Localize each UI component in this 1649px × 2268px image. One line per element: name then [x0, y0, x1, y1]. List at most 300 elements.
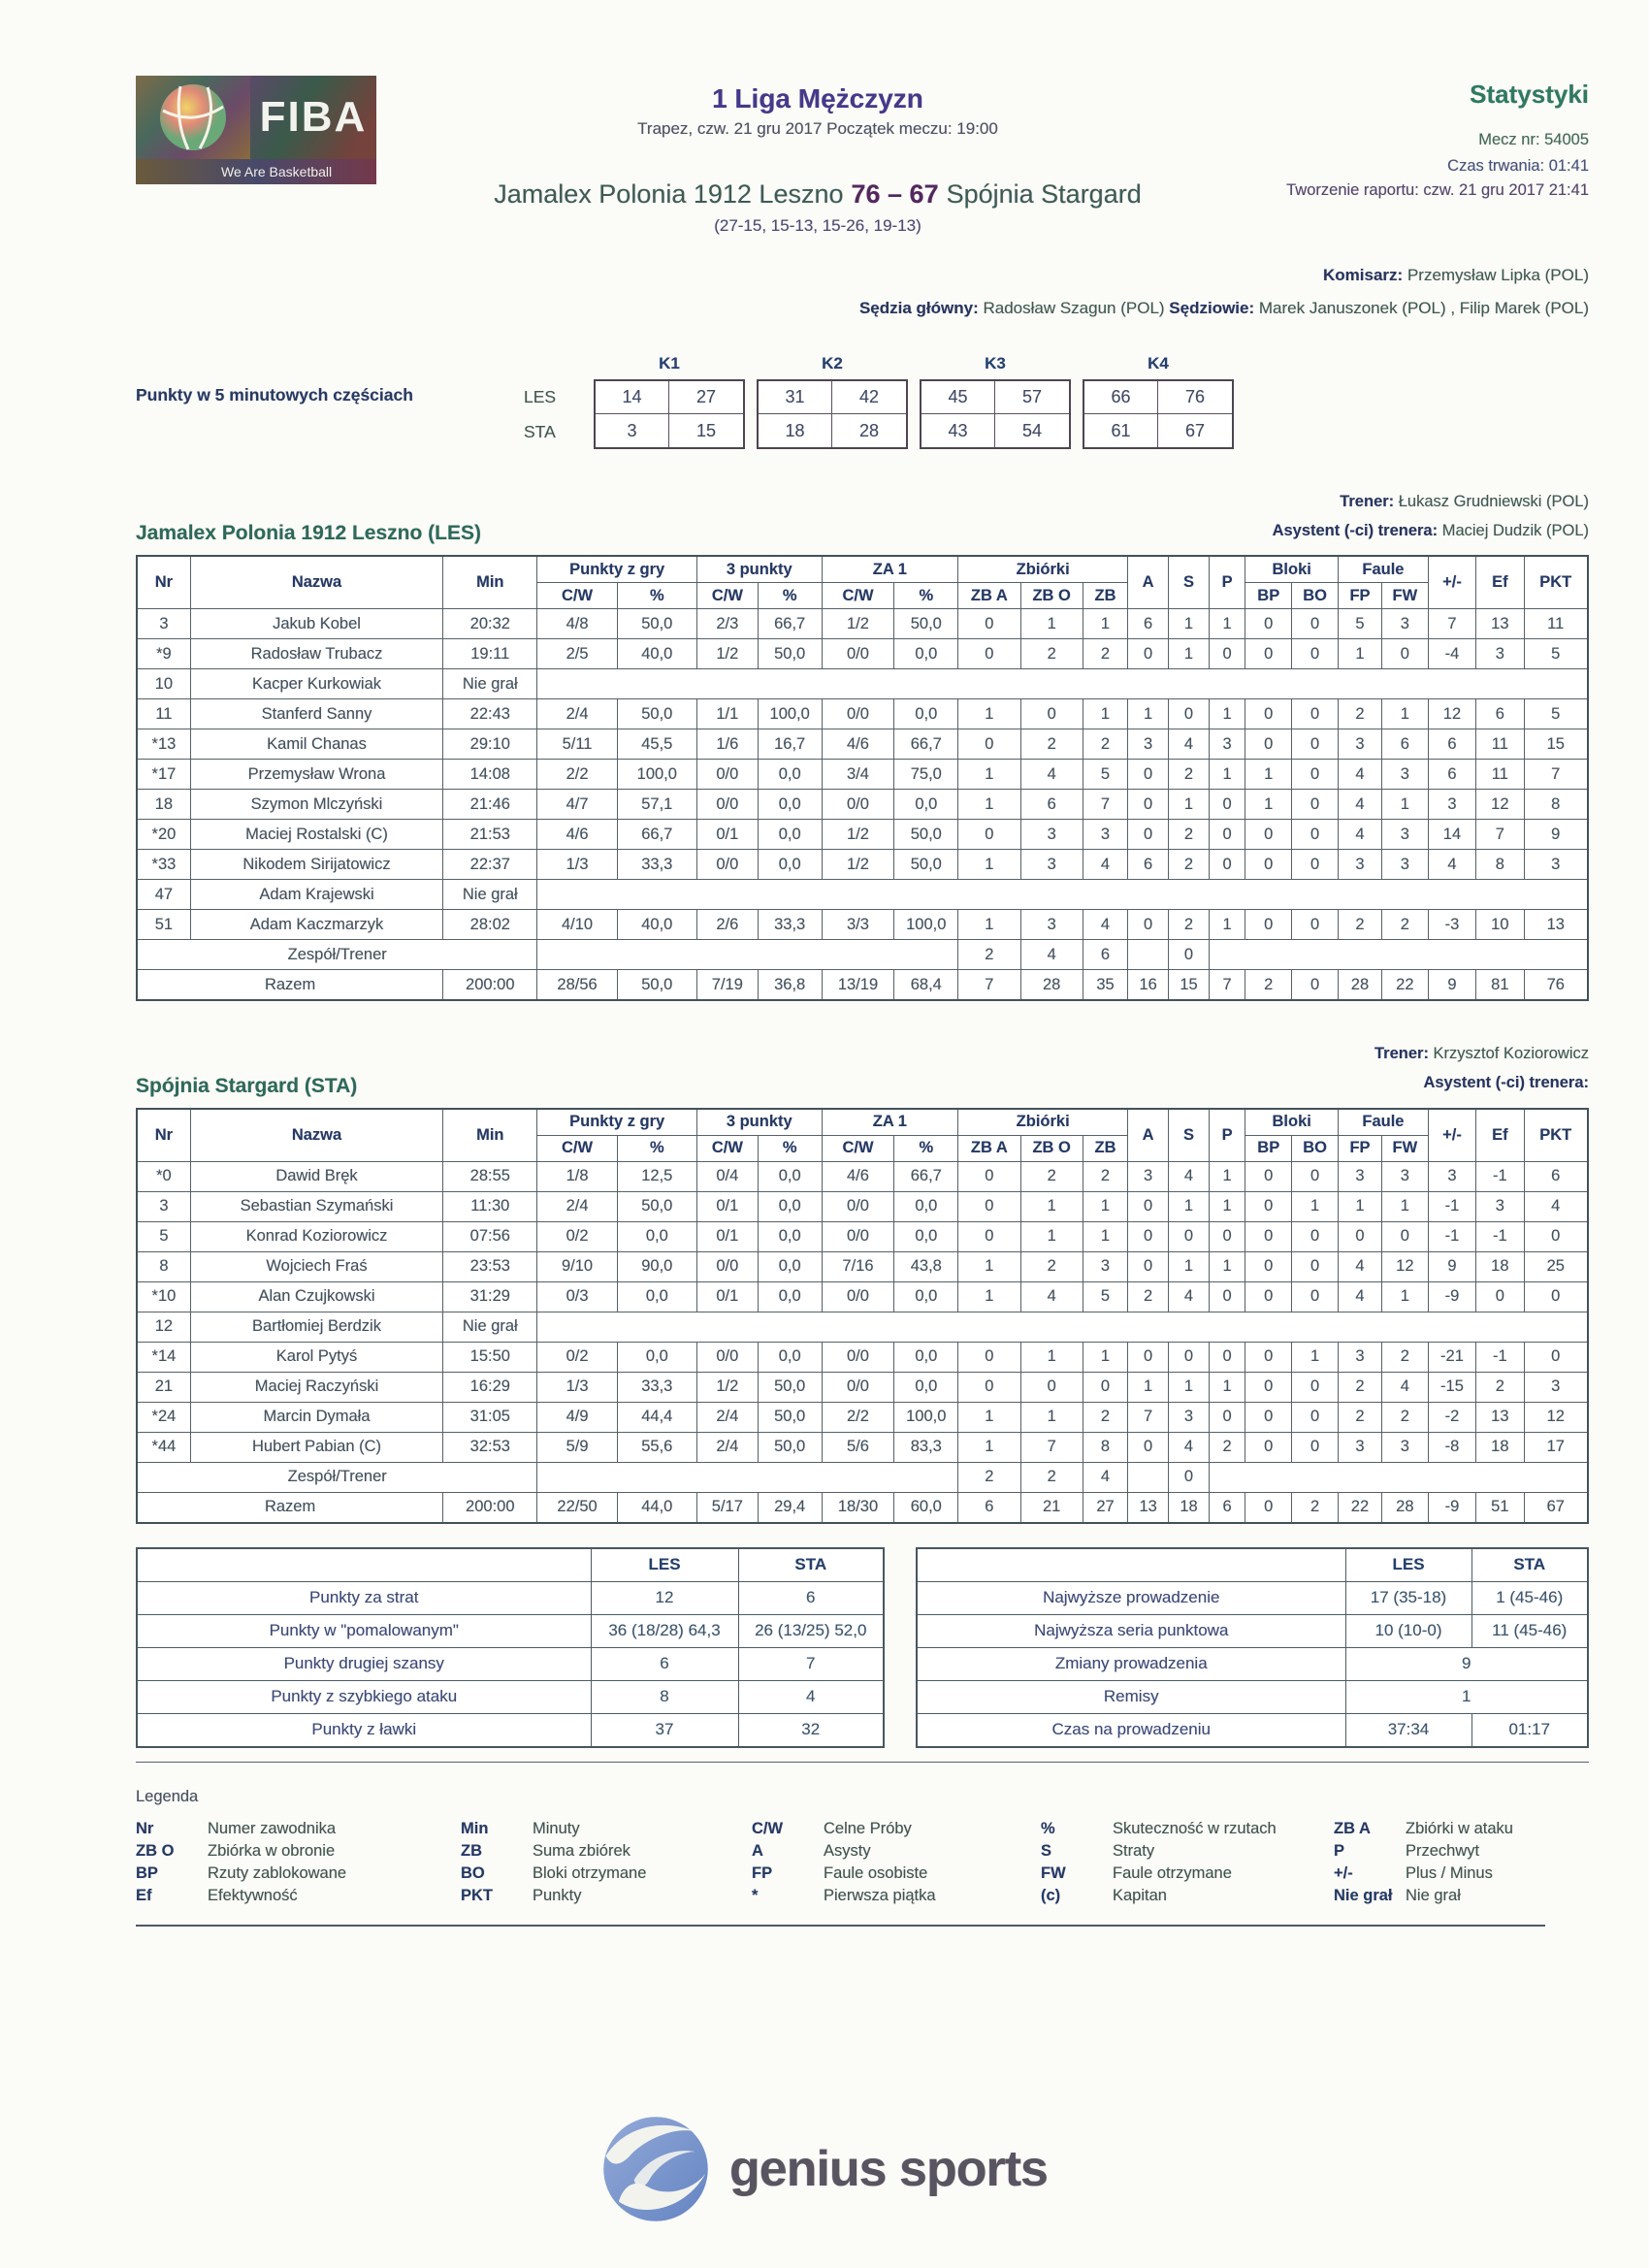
period-score: 66: [1084, 381, 1158, 414]
legend-term: (c): [1041, 1886, 1061, 1904]
legend-entry: [1041, 1820, 1334, 1838]
efficiency: 7: [1476, 820, 1524, 850]
player-row: [137, 1161, 1588, 1191]
total-points: 67: [1524, 1492, 1588, 1523]
period-score: 57: [995, 381, 1069, 414]
points: 8: [1524, 790, 1588, 820]
efficiency: 3: [1476, 639, 1524, 669]
fouls-personal: 3: [1339, 1432, 1382, 1462]
3p-made-att: 2/4: [696, 1402, 758, 1432]
off-rebound: 1: [958, 1281, 1020, 1312]
player-name: Karol Pytyś: [190, 1342, 442, 1372]
blocks-made: 1: [1245, 790, 1292, 820]
player-row: [137, 850, 1588, 880]
player-row: [137, 699, 1588, 729]
steals: 0: [1209, 820, 1245, 850]
efficiency: -1: [1476, 1221, 1524, 1251]
def-rebound: 2: [1020, 639, 1083, 669]
legend-definition: Przechwyt: [1406, 1841, 1480, 1860]
legend-term: +/-: [1334, 1863, 1353, 1882]
col-header-points: PKT: [1524, 1109, 1588, 1162]
group-header-field-goals: Punkty z gry: [537, 556, 697, 583]
ft-pct: 50,0: [894, 609, 958, 639]
total-rebound: 4: [1083, 1462, 1127, 1492]
quarter-header: K1: [659, 354, 680, 373]
fouls-personal: 2: [1339, 1372, 1382, 1402]
fiba-wordmark: FIBA: [250, 76, 376, 159]
ft-made-att: 3/4: [822, 760, 894, 790]
plus-minus: 7: [1428, 609, 1475, 639]
header-right: [1259, 76, 1589, 200]
def-rebound: 1: [1020, 1342, 1083, 1372]
header: [136, 76, 1589, 236]
legend-definition: Celne Próby: [824, 1819, 912, 1837]
summary-sta-value: 11 (45-46): [1471, 1614, 1588, 1647]
off-rebound: 1: [958, 1251, 1020, 1281]
def-rebound: 1: [1020, 1221, 1083, 1251]
plus-minus: -21: [1428, 1342, 1475, 1372]
coach-label: Trener:: [1340, 493, 1395, 510]
player-number: 10: [137, 669, 190, 699]
3p-made-att: 1/1: [696, 699, 758, 729]
plus-minus: -4: [1428, 639, 1475, 669]
blocks-received: 0: [1292, 609, 1339, 639]
empty-stat-cells: [537, 1312, 1588, 1342]
legend-entry: [1041, 1887, 1334, 1905]
empty-stat-cells: [537, 1462, 958, 1492]
summary-sta-value: 6: [738, 1581, 884, 1614]
blocks-made: 0: [1245, 910, 1292, 940]
minutes: 16:29: [443, 1372, 537, 1402]
footer-brand: [0, 2115, 1649, 2223]
points: 0: [1524, 1342, 1588, 1372]
plus-minus: 3: [1428, 790, 1475, 820]
team1-coach-line: [1273, 488, 1589, 517]
blocks-made: 0: [1245, 1432, 1292, 1462]
group-header-rebounds: Zbiórki: [958, 556, 1128, 583]
player-name: Kacper Kurkowiak: [190, 669, 442, 699]
col-header-name: Nazwa: [190, 1109, 442, 1162]
fouls-personal: 2: [1339, 910, 1382, 940]
fg-made-att: 0/2: [537, 1221, 617, 1251]
points-summary-table: [136, 1547, 885, 1748]
fouls-personal: 3: [1339, 1161, 1382, 1191]
quarter-header: K2: [822, 354, 843, 373]
legend-entry: [1334, 1842, 1513, 1861]
player-name: Konrad Koziorowicz: [190, 1221, 442, 1251]
legend-term: A: [752, 1841, 763, 1860]
col-header-pct: %: [617, 583, 696, 609]
total-assists: 16: [1128, 970, 1169, 1001]
total-points: 76: [1524, 970, 1588, 1001]
points: 6: [1524, 1161, 1588, 1191]
legend-definition: Punkty: [533, 1886, 582, 1904]
totals-label: Razem: [137, 1492, 443, 1523]
ft-made-att: 0/0: [822, 1281, 894, 1312]
steals: 0: [1209, 850, 1245, 880]
3p-pct: 0,0: [758, 1251, 822, 1281]
total-rebound: 5: [1083, 1281, 1127, 1312]
3p-made-att: 0/0: [696, 760, 758, 790]
assists: 0: [1128, 639, 1169, 669]
basketball-icon: [157, 81, 229, 153]
player-number: 3: [137, 1191, 190, 1221]
group-header-field-goals: Punkty z gry: [537, 1109, 697, 1136]
3p-made-att: 2/3: [696, 609, 758, 639]
ft-made-att: 1/2: [822, 609, 894, 639]
fouls-personal: 1: [1339, 639, 1382, 669]
col-header-fw: FW: [1381, 583, 1428, 609]
player-name: Wojciech Fraś: [190, 1251, 442, 1281]
fiba-tagline: We Are Basketball: [136, 159, 376, 184]
def-rebound: 6: [1020, 790, 1083, 820]
total-ft-made-att: 18/30: [822, 1492, 894, 1523]
ft-pct: 75,0: [894, 760, 958, 790]
minutes: 22:43: [443, 699, 537, 729]
efficiency: 13: [1476, 1402, 1524, 1432]
blocks-made: 0: [1245, 1221, 1292, 1251]
did-not-play: Nie grał: [443, 669, 537, 699]
col-header-zba: ZB A: [958, 583, 1020, 609]
ft-made-att: 2/2: [822, 1402, 894, 1432]
off-rebound: 1: [958, 910, 1020, 940]
head-referee-name: Radosław Szagun (POL): [983, 299, 1165, 317]
steals: 1: [1209, 760, 1245, 790]
summary-sta-value: 26 (13/25) 52,0: [738, 1614, 884, 1647]
summary-row-label: Punkty z szybkiego ataku: [137, 1680, 591, 1713]
quarter-scores-line: (27-15, 15-13, 15-26, 19-13): [714, 216, 922, 235]
total-rebound: 2: [1083, 1161, 1127, 1191]
player-number: 12: [137, 1312, 190, 1342]
efficiency: -1: [1476, 1342, 1524, 1372]
blocks-received: 0: [1292, 1281, 1339, 1312]
team1-header: [136, 488, 1589, 545]
3p-made-att: 0/0: [696, 1251, 758, 1281]
minutes: 15:50: [443, 1342, 537, 1372]
plus-minus: 12: [1428, 699, 1475, 729]
minutes: 19:11: [443, 639, 537, 669]
total-fg-made-att: 28/56: [537, 970, 617, 1001]
quarter-box-k4: [1083, 379, 1234, 449]
assists: 3: [1128, 1161, 1169, 1191]
assists: 1: [1128, 1372, 1169, 1402]
total-off-rebound: 7: [958, 970, 1020, 1001]
col-header-cw: C/W: [822, 583, 894, 609]
col-header-name: Nazwa: [190, 556, 442, 609]
off-rebound: 1: [958, 850, 1020, 880]
total-rebound: 5: [1083, 760, 1127, 790]
ft-pct: 0,0: [894, 1372, 958, 1402]
fg-made-att: 5/11: [537, 729, 617, 760]
total-3p-pct: 36,8: [758, 970, 822, 1001]
summary-row-label: Najwyższa seria punktowa: [917, 1614, 1345, 1647]
period-score: 27: [669, 381, 743, 414]
total-blocks-received: 0: [1292, 970, 1339, 1001]
legend-definition: Zbiórki w ataku: [1406, 1819, 1513, 1837]
blocks-made: 1: [1245, 760, 1292, 790]
assists: 0: [1128, 1342, 1169, 1372]
col-header-cw: C/W: [537, 1135, 617, 1161]
points: 3: [1524, 850, 1588, 880]
turnovers: 0: [1169, 1462, 1210, 1492]
turnovers: 1: [1169, 1372, 1210, 1402]
efficiency: 0: [1476, 1281, 1524, 1312]
steals: 0: [1209, 1342, 1245, 1372]
blocks-made: 0: [1245, 1251, 1292, 1281]
team1-coach-box: [1273, 488, 1589, 545]
col-header-fp: FP: [1339, 583, 1382, 609]
legend-entry: [1334, 1887, 1513, 1905]
points: 9: [1524, 820, 1588, 850]
blocks-received: 0: [1292, 850, 1339, 880]
legend-definition: Straty: [1113, 1841, 1155, 1860]
summary-les-value: 37:34: [1345, 1713, 1471, 1747]
total-def-rebound: 28: [1020, 970, 1083, 1001]
player-number: *44: [137, 1432, 190, 1462]
blocks-made: 0: [1245, 729, 1292, 760]
player-row: [137, 1281, 1588, 1312]
total-3p-pct: 29,4: [758, 1492, 822, 1523]
legend-term: P: [1334, 1841, 1345, 1860]
fouls-drawn: 1: [1381, 1281, 1428, 1312]
ft-pct: 50,0: [894, 820, 958, 850]
player-row: [137, 880, 1588, 910]
3p-pct: 0,0: [758, 850, 822, 880]
col-les: LES: [1345, 1548, 1471, 1582]
ft-made-att: 0/0: [822, 699, 894, 729]
player-name: Jakub Kobel: [190, 609, 442, 639]
summary-row-label: Punkty za strat: [137, 1581, 591, 1614]
blocks-received: 0: [1292, 1251, 1339, 1281]
group-header-free-throws: ZA 1: [822, 556, 958, 583]
total-minutes: 200:00: [443, 1492, 537, 1523]
fouls-drawn: 1: [1381, 1191, 1428, 1221]
3p-made-att: 0/1: [696, 820, 758, 850]
total-rebound: 3: [1083, 1251, 1127, 1281]
total-rebound: 2: [1083, 729, 1127, 760]
blocks-received: 1: [1292, 1342, 1339, 1372]
player-number: *20: [137, 820, 190, 850]
plus-minus: 9: [1428, 1251, 1475, 1281]
steals: 1: [1209, 609, 1245, 639]
quarter-box-k3: [920, 379, 1071, 449]
points: 25: [1524, 1251, 1588, 1281]
player-name: Radosław Trubacz: [190, 639, 442, 669]
legend-definition: Minuty: [533, 1819, 580, 1837]
player-row: [137, 1432, 1588, 1462]
player-row: [137, 1312, 1588, 1342]
turnovers: 2: [1169, 850, 1210, 880]
legend-entry: [752, 1864, 1041, 1883]
legend-entry: [136, 1842, 461, 1861]
ft-pct: 83,3: [894, 1432, 958, 1462]
total-rebound: 1: [1083, 1342, 1127, 1372]
col-header-min: Min: [443, 1109, 537, 1162]
ft-made-att: 0/0: [822, 1221, 894, 1251]
ft-made-att: 0/0: [822, 790, 894, 820]
blocks-received: 0: [1292, 1432, 1339, 1462]
team-row-label: Zespół/Trener: [137, 940, 537, 970]
total-rebound: 4: [1083, 850, 1127, 880]
fouls-drawn: 0: [1381, 1221, 1428, 1251]
legend-entry: [1041, 1864, 1334, 1883]
fouls-personal: 5: [1339, 609, 1382, 639]
summary-row-label: Punkty drugiej szansy: [137, 1647, 591, 1680]
final-score: 76 – 67: [851, 179, 939, 209]
legend-definition: Rzuty zablokowane: [208, 1863, 347, 1882]
turnovers: 4: [1169, 1161, 1210, 1191]
group-header-rebounds: Zbiórki: [958, 1109, 1128, 1136]
col-header-zb: ZB: [1083, 583, 1127, 609]
fouls-personal: 1: [1339, 1191, 1382, 1221]
legend-entry: [1041, 1842, 1334, 1861]
home-team-name: Jamalex Polonia 1912 Leszno: [494, 179, 844, 209]
off-rebound: 0: [958, 609, 1020, 639]
summary-les-value: 8: [591, 1680, 738, 1713]
blocks-received: 0: [1292, 1221, 1339, 1251]
def-rebound: 7: [1020, 1432, 1083, 1462]
ft-pct: 66,7: [894, 729, 958, 760]
legend-column: [1041, 1816, 1334, 1909]
minutes: 28:55: [443, 1161, 537, 1191]
turnovers: 2: [1169, 820, 1210, 850]
player-number: 47: [137, 880, 190, 910]
summary-shared-value: 9: [1345, 1647, 1588, 1680]
efficiency: 11: [1476, 760, 1524, 790]
total-fouls-drawn: 22: [1381, 970, 1428, 1001]
fg-made-att: 2/4: [537, 699, 617, 729]
fouls-drawn: 3: [1381, 609, 1428, 639]
legend-definition: Numer zawodnika: [208, 1819, 337, 1837]
period-score: 3: [596, 414, 669, 447]
header-center: [376, 76, 1259, 236]
fouls-personal: 4: [1339, 760, 1382, 790]
summary-les-value: 10 (10-0): [1345, 1614, 1471, 1647]
blocks-made: 0: [1245, 609, 1292, 639]
coach-name: Krzysztof Koziorowicz: [1433, 1045, 1589, 1063]
report-type-title: Statystyki: [1470, 80, 1589, 109]
minutes: 14:08: [443, 760, 537, 790]
fg-made-att: 1/3: [537, 1372, 617, 1402]
player-row: [137, 609, 1588, 639]
total-ft-pct: 60,0: [894, 1492, 958, 1523]
player-name: Przemysław Wrona: [190, 760, 442, 790]
team2-coach-box: [1374, 1040, 1589, 1097]
legend-term: Ef: [136, 1886, 152, 1904]
empty-stat-cells: [1209, 940, 1588, 970]
player-name: Stanferd Sanny: [190, 699, 442, 729]
totals-row: [137, 1492, 1588, 1523]
ft-pct: 100,0: [894, 1402, 958, 1432]
steals: 1: [1209, 1251, 1245, 1281]
fg-pct: 40,0: [617, 639, 696, 669]
fg-pct: 55,6: [617, 1432, 696, 1462]
team1-title: Jamalex Polonia 1912 Leszno (LES): [136, 522, 481, 545]
total-turnovers: 15: [1169, 970, 1210, 1001]
steals: 1: [1209, 1191, 1245, 1221]
efficiency: 10: [1476, 910, 1524, 940]
blocks-made: 0: [1245, 699, 1292, 729]
team2-coach-line: [1374, 1040, 1589, 1069]
legend-section: [136, 1788, 1589, 1927]
col-header-min: Min: [443, 556, 537, 609]
player-number: 11: [137, 699, 190, 729]
summary-section: [136, 1547, 1589, 1748]
blocks-made: 0: [1245, 639, 1292, 669]
legend-definition: Plus / Minus: [1406, 1863, 1493, 1882]
team2-stats-table: [136, 1108, 1589, 1524]
turnovers: 1: [1169, 639, 1210, 669]
fouls-personal: 2: [1339, 1402, 1382, 1432]
3p-pct: 50,0: [758, 1372, 822, 1402]
def-rebound: 3: [1020, 910, 1083, 940]
player-row: [137, 729, 1588, 760]
off-rebound: 1: [958, 1402, 1020, 1432]
3p-pct: 0,0: [758, 1281, 822, 1312]
col-header-pct: %: [894, 1135, 958, 1161]
col-header-zbo: ZB O: [1020, 1135, 1083, 1161]
legend-term: BP: [136, 1863, 158, 1882]
player-row: [137, 1221, 1588, 1251]
coach-name: Łukasz Grudniewski (POL): [1398, 493, 1589, 510]
quarter-header: K4: [1148, 354, 1169, 373]
plus-minus: 14: [1428, 820, 1475, 850]
total-ft-pct: 68,4: [894, 970, 958, 1001]
total-steals: 6: [1209, 1492, 1245, 1523]
empty-stat-cells: [1209, 1462, 1588, 1492]
total-total-rebound: 35: [1083, 970, 1127, 1001]
fg-made-att: 4/6: [537, 820, 617, 850]
efficiency: -1: [1476, 1161, 1524, 1191]
off-rebound: 2: [958, 1462, 1020, 1492]
period-score: 42: [832, 381, 906, 414]
turnovers: 2: [1169, 760, 1210, 790]
plus-minus: 6: [1428, 729, 1475, 760]
summary-row-label: Zmiany prowadzenia: [917, 1647, 1345, 1680]
def-rebound: 3: [1020, 850, 1083, 880]
ft-made-att: 4/6: [822, 729, 894, 760]
player-name: Sebastian Szymański: [190, 1191, 442, 1221]
3p-made-att: 0/1: [696, 1281, 758, 1312]
report-created: Tworzenie raportu: czw. 21 gru 2017 21:41: [1286, 181, 1589, 199]
player-row: [137, 639, 1588, 669]
fg-pct: 45,5: [617, 729, 696, 760]
points: 0: [1524, 1221, 1588, 1251]
total-assists: 13: [1128, 1492, 1169, 1523]
col-header-zba: ZB A: [958, 1135, 1020, 1161]
off-rebound: 0: [958, 1191, 1020, 1221]
blocks-received: 0: [1292, 699, 1339, 729]
fg-pct: 0,0: [617, 1342, 696, 1372]
group-header-blocks: Bloki: [1245, 1109, 1339, 1136]
ft-pct: 100,0: [894, 910, 958, 940]
turnovers: 0: [1169, 699, 1210, 729]
efficiency: 2: [1476, 1372, 1524, 1402]
total-minutes: 200:00: [443, 970, 537, 1001]
col-header-steals: P: [1209, 556, 1245, 609]
def-rebound: 4: [1020, 940, 1083, 970]
ft-pct: 0,0: [894, 1221, 958, 1251]
minutes: 20:32: [443, 609, 537, 639]
legend-term: C/W: [752, 1819, 784, 1837]
total-rebound: 6: [1083, 940, 1127, 970]
off-rebound: 1: [958, 699, 1020, 729]
steals: 3: [1209, 729, 1245, 760]
total-efficiency: 51: [1476, 1492, 1524, 1523]
match-duration: Czas trwania: 01:41: [1447, 157, 1589, 175]
plus-minus: -3: [1428, 910, 1475, 940]
def-rebound: 4: [1020, 760, 1083, 790]
